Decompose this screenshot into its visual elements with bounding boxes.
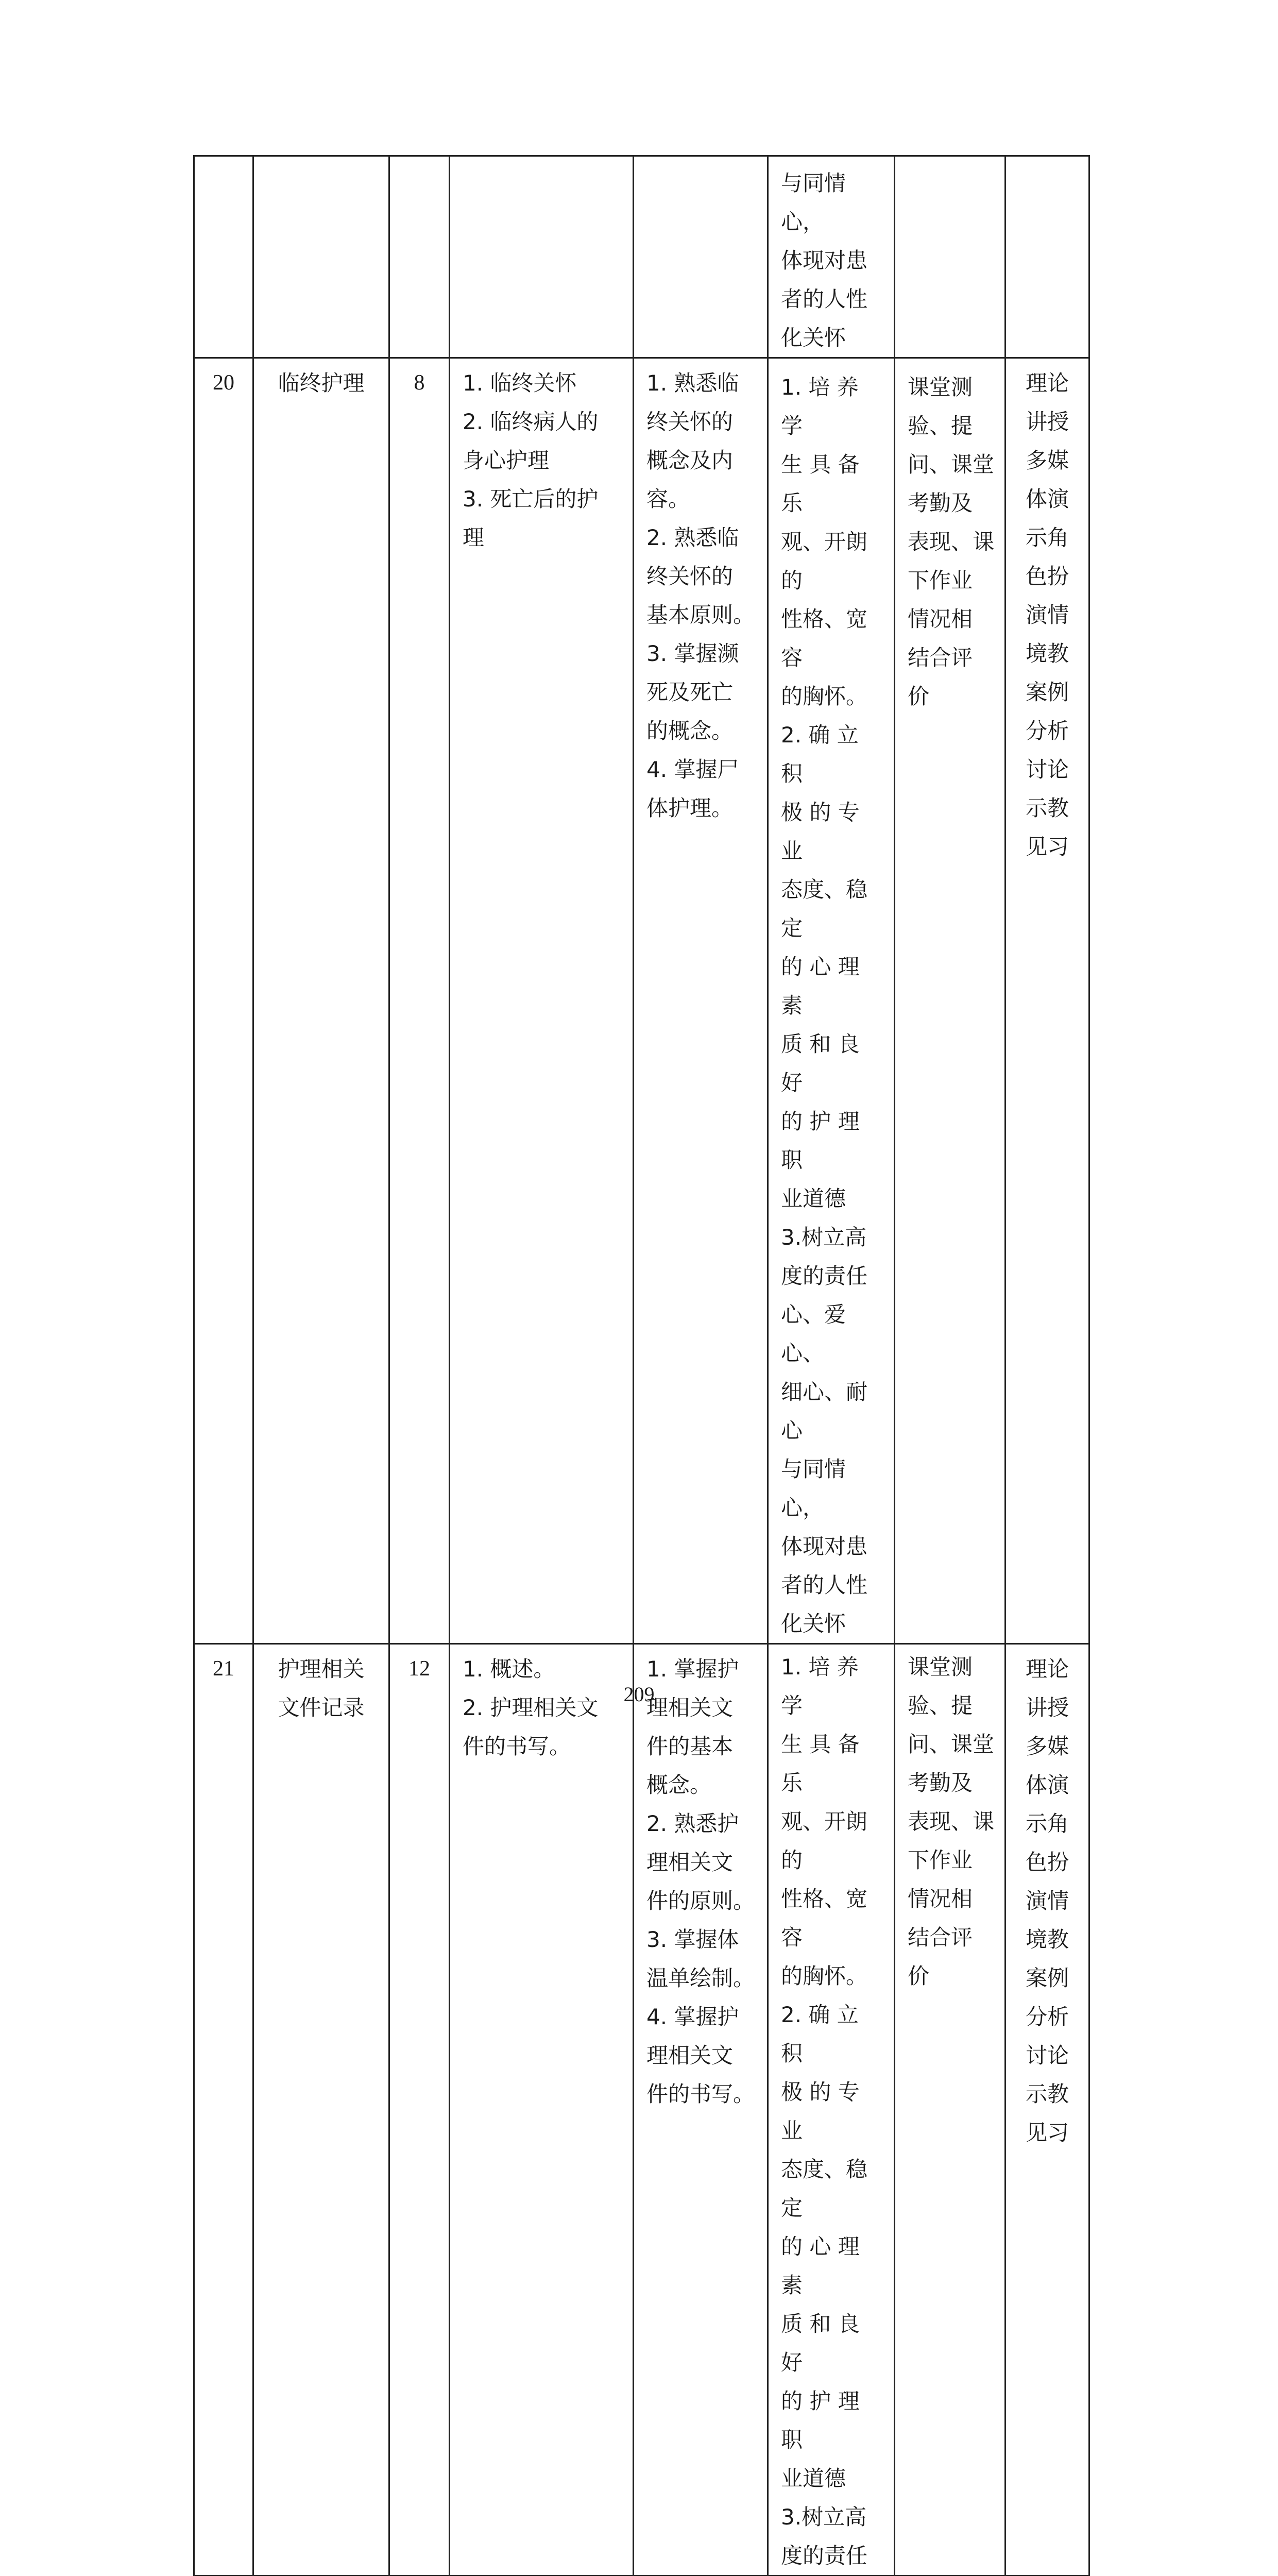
cell-content: 1. 临终关怀 2. 临终病人的 身心护理 3. 死亡后的护 理: [450, 358, 634, 1644]
cell-method: 理论 讲授 多媒 体演 示角 色扮 演情 境教 案例 分析 讨论 示教 见习: [1006, 358, 1089, 1644]
cell-topic: 临终护理: [253, 358, 389, 1644]
cell-requirements: [634, 156, 768, 358]
cell-assessment: 课堂测 验、提 问、课堂 考勤及 表现、课 下作业 情况相 结合评 价: [895, 1644, 1006, 2576]
cell-requirements: 1. 掌握护 理相关文 件的基本 概念。 2. 熟悉护 理相关文 件的原则。 3. 掌握体 温单绘制。 4. 掌握护 理相关文 件的书写。: [634, 1644, 768, 2576]
cell-method: 理论 讲授 多媒 体演 示角 色扮 演情 境教 案例 分析 讨论 示教 见习: [1006, 1644, 1089, 2576]
curriculum-table: [193, 155, 1090, 2576]
table-row: [194, 1644, 1089, 2576]
table-row: [194, 156, 1089, 358]
cell-topic: [253, 156, 389, 358]
cell-hours: 12: [389, 1644, 450, 2576]
cell-requirements: 1. 熟悉临 终关怀的 概念及内 容。 2. 熟悉临 终关怀的 基本原则。 3. 掌握濒 死及死亡 的概念。 4. 掌握尸 体护理。: [634, 358, 768, 1644]
cell-no: [194, 156, 253, 358]
cell-topic: 护理相关 文件记录: [253, 1644, 389, 2576]
table-row: [194, 358, 1089, 1644]
cell-ideology: 1. 培 养 学 生 具 备 乐 观、开朗的 性格、宽容 的胸怀。 2. 确 立 积 极 的 专 业 态度、稳定 的 心 理 素 质 和 良 好 的 护 理 职 业道德 3.树立高 度的责任 心、爱心、 细心、耐心 与同情心， 体现对患 者的人性 化关怀: [768, 358, 895, 1644]
cell-assessment: 课堂测 验、提 问、课堂 考勤及 表现、课 下作业 情况相 结合评 价: [895, 358, 1006, 1644]
cell-assessment: [895, 156, 1006, 358]
cell-content: 1. 概述。 2. 护理相关文 件的书写。: [450, 1644, 634, 2576]
cell-no: 20: [194, 358, 253, 1644]
cell-hours: 8: [389, 358, 450, 1644]
cell-hours: [389, 156, 450, 358]
cell-content: [450, 156, 634, 358]
cell-no: 21: [194, 1644, 253, 2576]
cell-ideology: 1. 培 养 学 生 具 备 乐 观、开朗的 性格、宽容 的胸怀。 2. 确 立 积 极 的 专 业 态度、稳定 的 心 理 素 质 和 良 好 的 护 理 职 业道德 3.树立高 度的责任: [768, 1644, 895, 2576]
cell-ideology: 与同情心， 体现对患 者的人性 化关怀: [768, 156, 895, 358]
cell-method: [1006, 156, 1089, 358]
page-number: 209: [623, 1683, 655, 1706]
